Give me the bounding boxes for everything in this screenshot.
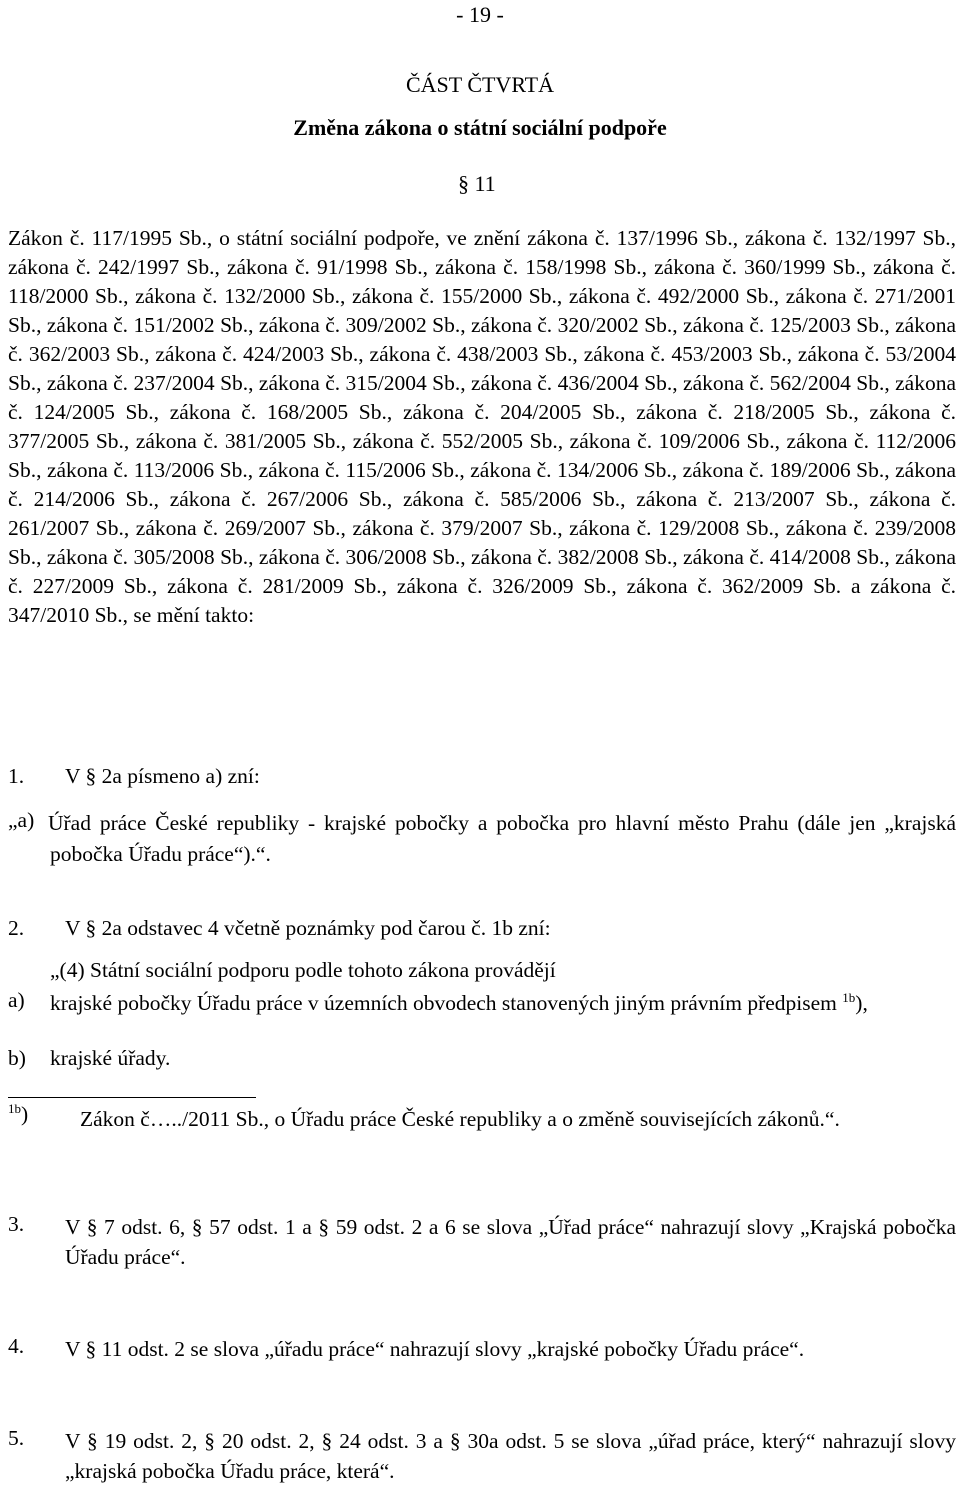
- item-2-b-label: b): [8, 1046, 26, 1070]
- item-1-text: V § 2a písmeno a) zní:: [65, 764, 260, 788]
- item-4-number: 4.: [8, 1334, 25, 1358]
- part-subtitle: Změna zákona o státní sociální podpoře: [293, 115, 667, 140]
- item-1-number: 1.: [8, 764, 25, 788]
- item-2-a-label: a): [8, 988, 25, 1012]
- item-2-a-end: ),: [855, 991, 868, 1015]
- item-3-number: 3.: [8, 1212, 25, 1236]
- item-4-text: V § 11 odst. 2 se slova „úřadu práce“ nahrazují slovy „krajské pobočky Úřadu práce“.: [65, 1337, 805, 1361]
- footnote-label: [8, 1102, 28, 1127]
- item-1-quote-text: [50, 808, 956, 870]
- part-title: ČÁST ČTVRTÁ: [405, 72, 555, 97]
- item-3-text: V § 7 odst. 6, § 57 odst. 1 a § 59 odst. 2 a 6 se slova „Úřad práce“ nahrazují slovy „Krajská pobočka Úřadu práce“.: [65, 1215, 956, 1269]
- footnote-label-end: ): [21, 1102, 29, 1126]
- intro-text: Zákon č. 117/1995 Sb., o státní sociální podpoře, ve znění zákona č. 137/1996 Sb., zákona č. 132/1997 Sb., zákona č. 242/1997 Sb., zákona č. 91/1998 Sb., zákona č. 158/1998 Sb., zákona č. 360/1999 Sb., zákona č. 118/2000 Sb., zákona č. 132/2000 Sb., zákona č. 155/2000 Sb., zákona č. 492/2000 Sb., zákona č. 271/2001 Sb., zákona č. 151/2002 Sb., zákona č. 309/2002 Sb., zákona č. 320/2002 Sb., zákona č. 125/2003 Sb., zákona č. 362/2003 Sb., zákona č. 424/2003 Sb., zákona č. 438/2003 Sb., zákona č. 453/2003 Sb., zákona č. 53/2004 Sb., zákona č. 237/2004 Sb., zákona č. 315/2004 Sb., zákona č. 436/2004 Sb., zákona č. 562/2004 Sb., zákona č. 124/2005 Sb., zákona č. 168/2005 Sb., zákona č. 204/2005 Sb., zákona č. 218/2005 Sb., zákona č. 377/2005 Sb., zákona č. 381/2005 Sb., zákona č. 552/2005 Sb., zákona č. 109/2006 Sb., zákona č. 112/2006 Sb., zákona č. 113/2006 Sb., zákona č. 115/2006 Sb., zákona č. 134/2006 Sb., zákona č. 189/2006 Sb., zákona č. 214/2006 Sb., zákona č. 267/2006 Sb., zákona č. 585/2006 Sb., zákona č. 213/2007 Sb., zákona č. 261/2007 Sb., zákona č. 269/2007 Sb., zákona č. 379/2007 Sb., zákona č. 129/2008 Sb., zákona č. 239/2008 Sb., zákona č. 305/2008 Sb., zákona č. 306/2008 Sb., zákona č. 382/2008 Sb., zákona č. 414/2008 Sb., zákona č. 227/2009 Sb., zákona č. 281/2009 Sb., zákona č. 326/2009 Sb., zákona č. 362/2009 Sb. a zákona č. 347/2010 Sb., se mění takto:: [8, 226, 956, 627]
- item-2-quote-intro: „(4) Státní sociální podporu podle tohoto zákona provádějí: [50, 958, 556, 982]
- section-heading: § 11: [458, 171, 496, 196]
- item-2-a-footnote-ref: 1b: [842, 989, 856, 1005]
- item-2-a-text: krajské pobočky Úřadu práce v územních obvodech stanovených jiným právním předpisem: [50, 991, 837, 1015]
- item-5-text: V § 19 odst. 2, § 20 odst. 2, § 24 odst. 3 a § 30a odst. 5 se slova „úřad práce, který“ nahrazují slovy „krajská pobočka Úřadu práce, která“.: [65, 1429, 956, 1483]
- item-5-number: 5.: [8, 1426, 25, 1450]
- item-1-quote-content: Úřad práce České republiky - krajské pobočky a pobočka pro hlavní město Prahu (dále jen „krajská pobočka Úřadu práce“).“.: [48, 811, 956, 866]
- intro-paragraph: [8, 224, 956, 630]
- item-2-number: 2.: [8, 916, 25, 940]
- footnote-label-sup: 1b: [8, 1100, 21, 1116]
- item-1-quote-label: „a): [8, 808, 35, 832]
- item-2-text: V § 2a odstavec 4 včetně poznámky pod čarou č. 1b zní:: [65, 916, 551, 940]
- footnote-separator: [8, 1097, 256, 1098]
- footnote-text: Zákon č…../2011 Sb., o Úřadu práce České republiky a o změně souvisejících zákonů.“.: [80, 1107, 840, 1131]
- item-2-a-paragraph: [50, 988, 956, 1018]
- page-number: - 19 -: [456, 2, 504, 27]
- item-2-b-text: krajské úřady.: [50, 1046, 171, 1070]
